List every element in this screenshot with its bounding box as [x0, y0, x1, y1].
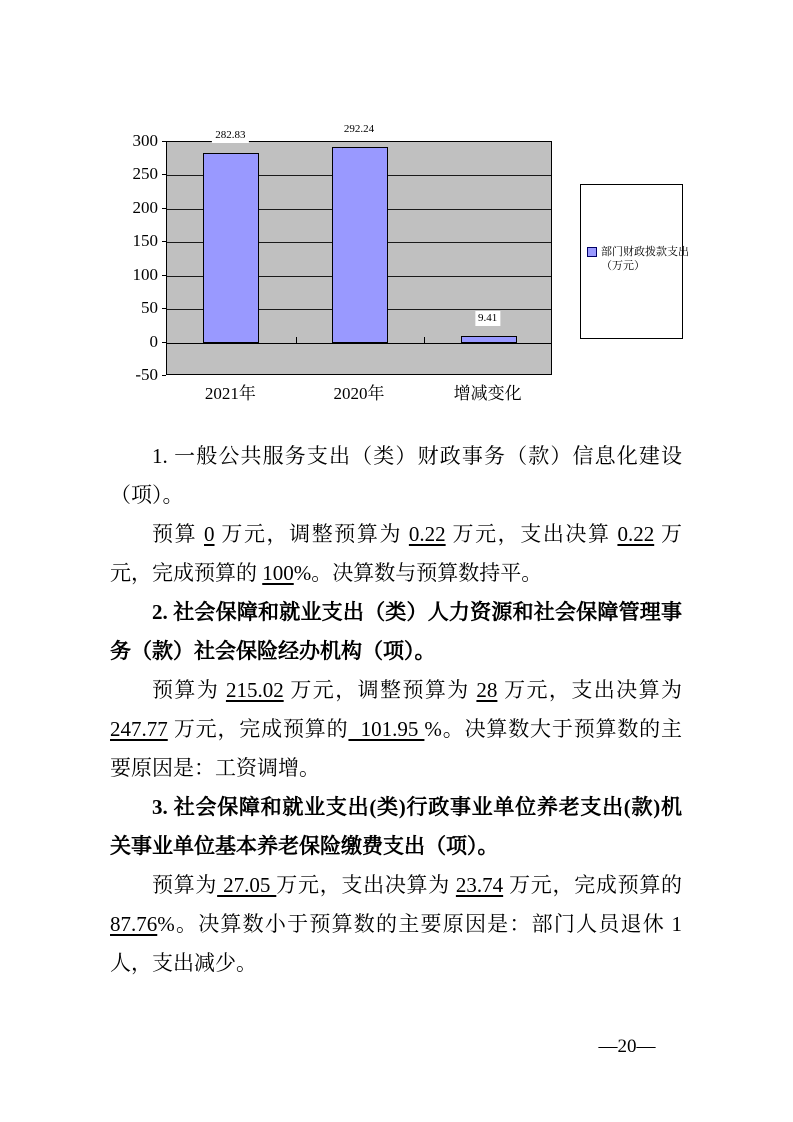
- legend-swatch-icon: [587, 247, 597, 257]
- report-text: [110, 437, 682, 983]
- underlined-value: 0: [204, 522, 215, 546]
- y-axis-label: 150: [132, 231, 158, 251]
- bar-value-label: 9.41: [475, 311, 500, 326]
- bar-value-label: 292.24: [341, 122, 377, 137]
- legend-entry: [587, 245, 689, 273]
- chart-legend: [580, 184, 689, 339]
- underlined-value: 101.95: [348, 717, 425, 741]
- x-axis-label: 2021年: [204, 384, 256, 403]
- y-axis-label: 100: [132, 264, 158, 284]
- underlined-value: 0.22: [617, 522, 655, 546]
- section-2-body: 预算为 215.02 万元，调整预算为 28 万元，支出决算为 247.77 万元，完成预算的 101.95 %。决算数大于预算数的主要原因是：工资调增。: [110, 678, 683, 780]
- section-1-heading: 1. 一般公共服务支出（类）财政事务（款）信息化建设（项）。: [110, 444, 682, 507]
- bar: [461, 336, 517, 342]
- x-axis-label: 增减变化: [453, 384, 522, 403]
- y-axis-label: -50: [135, 365, 158, 384]
- x-axis-label: 2020年: [333, 384, 385, 403]
- category-axis-line: [167, 343, 551, 344]
- funding-expense-bar-chart: [0, 0, 793, 420]
- bar-value-label: 282.83: [212, 128, 248, 143]
- y-axis-label: 200: [132, 197, 158, 217]
- bar: [203, 153, 259, 342]
- legend-label-line2: （万元）: [601, 260, 645, 272]
- underlined-value: 247.77: [110, 717, 168, 741]
- axis-tick: [296, 337, 297, 344]
- chart-plot-area: [166, 141, 552, 375]
- section-3-body: 预算为 27.05 万元，支出决算为 23.74 万元，完成预算的 87.76%。决算数小于预算数的主要原因是：部门人员退休 1 人，支出减少。: [110, 873, 683, 975]
- section-3-heading: 3. 社会保障和就业支出(类)行政事业单位养老支出(款)机关事业单位基本养老保险缴费支出（项）。: [110, 795, 682, 858]
- y-axis-label: 50: [141, 298, 158, 318]
- section-1-body: 预算 0 万元，调整预算为 0.22 万元，支出决算 0.22 万元，完成预算的 100%。决算数与预算数持平。: [110, 522, 683, 585]
- underlined-value: 100: [262, 561, 294, 585]
- underlined-value: 215.02: [225, 678, 284, 702]
- section-2-heading: 2. 社会保障和就业支出（类）人力资源和社会保障管理事务（款）社会保险经办机构（项）。: [110, 600, 682, 663]
- y-axis-label: 250: [132, 164, 158, 184]
- y-axis-tick: [162, 375, 166, 376]
- underlined-value: 23.74: [455, 873, 504, 897]
- y-axis-label: 300: [132, 131, 158, 150]
- y-axis-label: 0: [149, 331, 158, 351]
- legend-label: [601, 245, 689, 273]
- bar: [332, 147, 388, 342]
- axis-tick: [424, 337, 425, 344]
- underlined-value: 0.22: [408, 522, 446, 546]
- underlined-value: 27.05: [217, 873, 277, 897]
- page-number: —20—: [598, 1036, 656, 1057]
- legend-label-line1: 部门财政拨款支出: [601, 246, 689, 258]
- underlined-value: 87.76: [110, 912, 158, 936]
- underlined-value: 28: [476, 678, 498, 702]
